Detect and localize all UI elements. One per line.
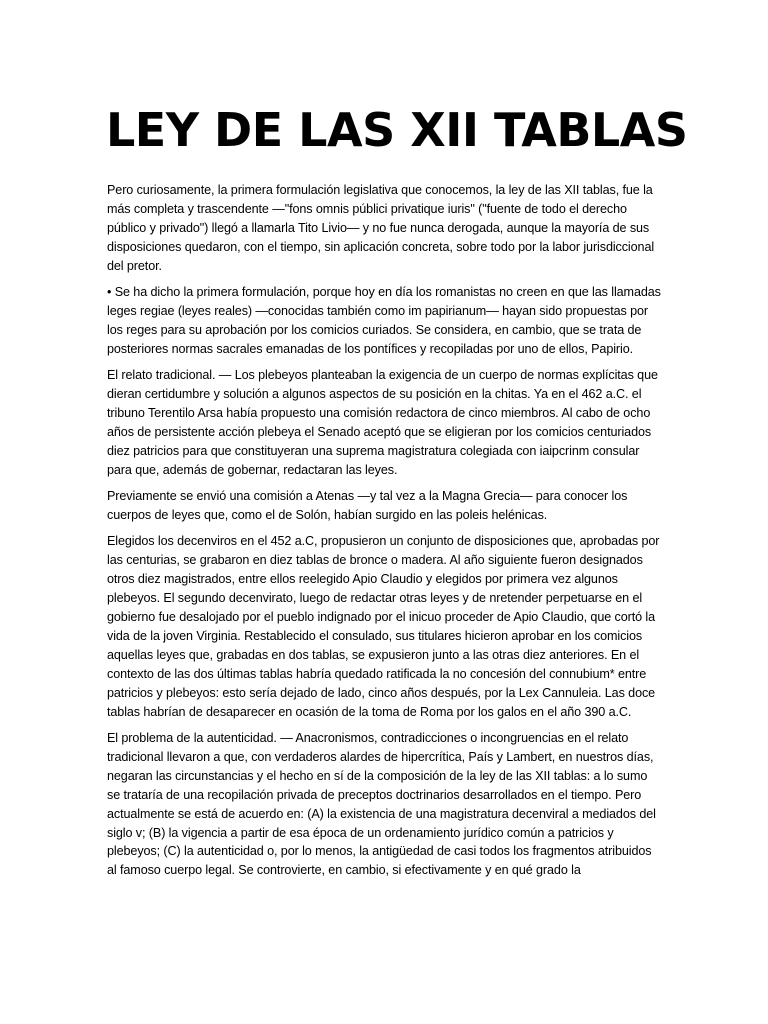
paragraph-relato-tradicional: El relato tradicional. — Los plebeyos planteaban la exigencia de un cuerpo de normas explícitas que dieran certidumbre y solución a algunos aspectos de su posición en la chitas. Ya en el 462 a.C. el tribuno Terentilo Arsa había propuesto una comisión redactora de cinco miembros. Al cabo de ocho años de persistente acción plebeya el Senado aceptó que se eligieran por los comicios centuriados diez patricios para que constituyeran una suprema magistratura colegiada con iaipcrinm consular para que, además de gobernar, redactaran las leyes. — [107, 368, 658, 477]
paragraph-comision-atenas: Previamente se envió una comisión a Atenas —y tal vez a la Magna Grecia— para conocer los cuerpos de leyes que, como el de Solón, habían surgido en las poleis helénicas. — [107, 489, 628, 522]
document-title: LEY DE LAS XII TABLAS — [106, 103, 688, 157]
paragraph-intro: Pero curiosamente, la primera formulación legislativa que conocemos, la ley de las XII tablas, fue la más completa y trascendente —"fons omnis públici privatique iuris" ("fuente de todo el derecho público y privado") llegó a llamarla Tito Livio— y no fue nunca derogada, aunque la mayoría de sus disposiciones quedaron, con el tiempo, sin aplicación concreta, sobre todo por la labor jurisdiccional del pretor. — [107, 183, 655, 273]
paragraph-autenticidad: El problema de la autenticidad. — Anacronismos, contradicciones o incongruencias en el relato tradicional llevaron a que, con verdaderos alardes de hipercrítica, País y Lambert, en nuestros días, negaran las circunstancias y el hecho en sí de la composición de la ley de las XII tablas: a lo sumo se trataría de una recopilación privada de preceptos doctrinarios desarrollados en el tiempo. Pero actualmente se está de acuerdo en: (A) la existencia de una magistratura decenviral a mediados del siglo v; (B) la vigencia a partir de esa época de un ordenamiento jurídico común a patricios y plebeyos; (C) la autenticidad o, por lo menos, la antigüedad de casi todos los fragmentos atribuidos al famoso cuerpo legal. Se controvierte, en cambio, si efectivamente y en qué grado la — [107, 730, 656, 878]
paragraph-decenviros: Elegidos los decenviros en el 452 a.C, propusieron un conjunto de disposiciones que, aprobadas por las centurias, se grabaron en diez tablas de bronce o madera. Al año siguiente fueron designados otros diez magistrados, entre ellos reelegido Apio Claudio y elegidos por primera vez algunos plebeyos. El segundo decenvirato, luego de redactar otras leyes y de nretender perpetuarse en el gobierno fue desalojado por el pueblo indignado por el inicuo proceder de Apio Claudio, que cortó la vida de la joven Virginia. Restablecido el consulado, sus titulares hicieron aprobar en los comicios aquellas leyes que, grabadas en dos tablas, se expusieron junto a las otras diez anteriores. En el contexto de las dos últimas tablas habría quedado ratificada la no concesión del connubium* entre patricios y plebeyos: esto sería dejado de lado, cinco años después, por la Lex Cannuleia. Las doce tablas habrían de desaparecer en ocasión de la toma de Roma por los galos en el año 390 a.C. — [107, 534, 660, 719]
document-body — [107, 181, 663, 888]
paragraph-leges-regiae: • Se ha dicho la primera formulación, porque hoy en día los romanistas no creen en que las llamadas leges regiae (leyes reales) —conocidas también como im papirianum— hayan sido propuestas por los reges para su aprobación por los comicios curiados. Se considera, en cambio, que se trata de posteriores normas sacrales emanadas de los pontífices y recopiladas por uno de ellos, Papirio. — [107, 285, 661, 356]
